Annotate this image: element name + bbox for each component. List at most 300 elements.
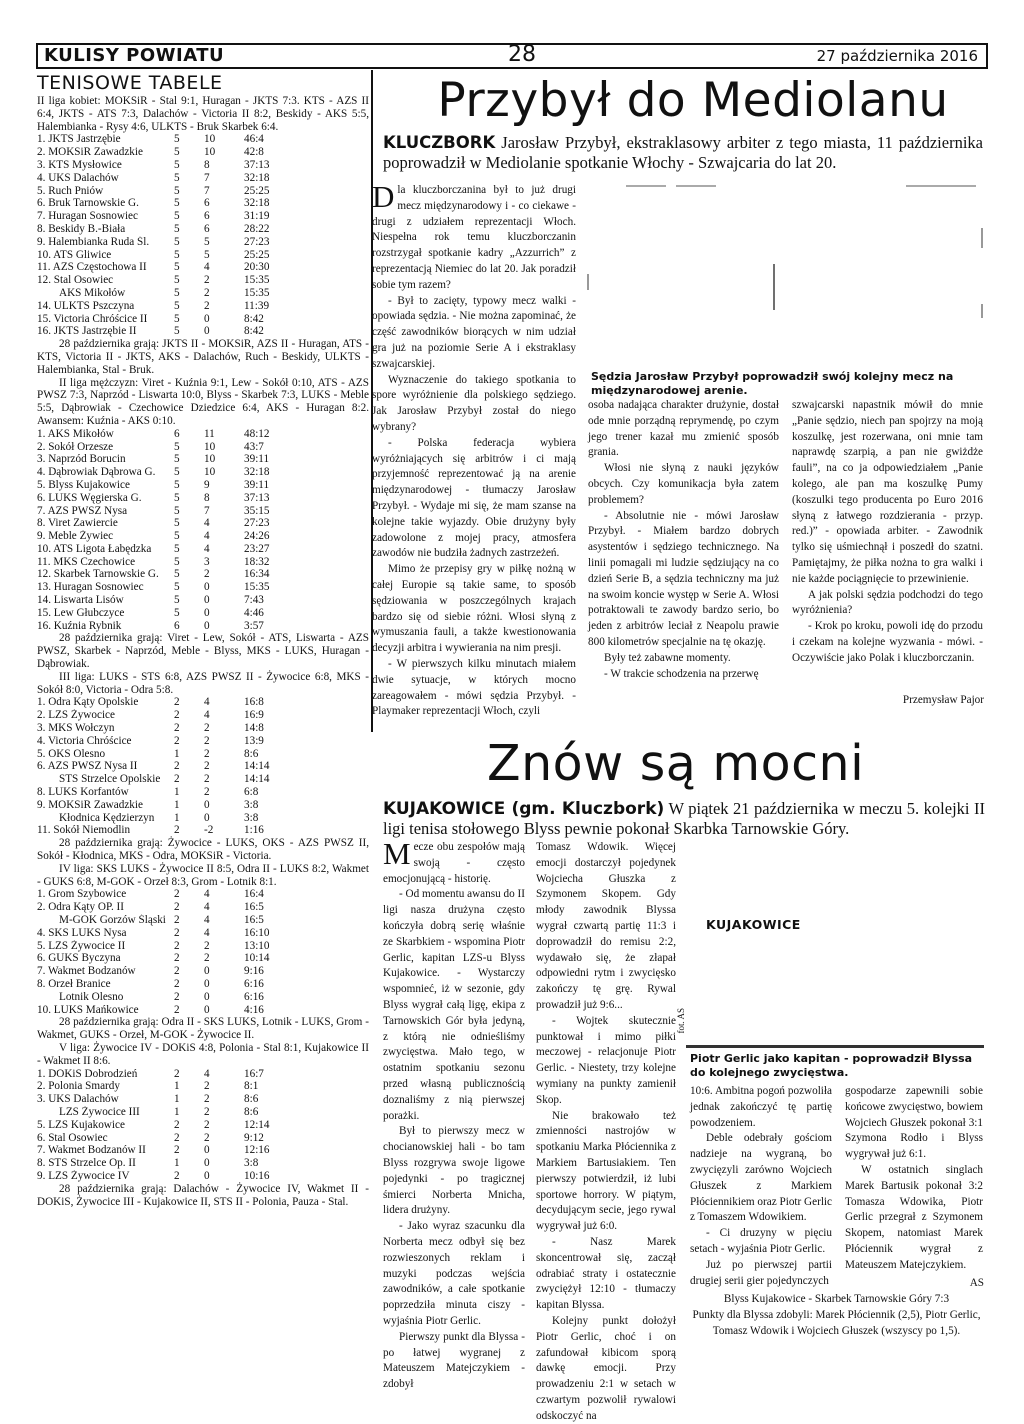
paragraph: Mimo że przepisy gry w piłkę nożną w całej Europie są takie same, to sposób sędziowania w poszczególnych krajach bardzo się od siebie różni. Włosi słyną z wymuszania fauli, a także kwestionowania decyzji arbitra i wywierania na nim presji. xyxy=(372,563,576,655)
matches: 2 xyxy=(174,952,180,965)
matches: 2 xyxy=(174,709,180,722)
league-intro: V liga: Żywocice IV - DOKiS 4:8, Polonia - Stal 8:1, Kujakowice II - Wakmet II 8:6. xyxy=(37,1041,369,1067)
points: 2 xyxy=(204,568,210,581)
team-name: 10. ATS Gliwice xyxy=(37,248,112,261)
article-2-column-4 xyxy=(845,1084,983,1274)
points: 4 xyxy=(204,1067,210,1080)
team-name: 6. GUKS Byczyna xyxy=(37,952,121,965)
matches: 1 xyxy=(174,1080,180,1093)
matches: 6 xyxy=(174,619,180,632)
table-row xyxy=(37,1068,369,1081)
matches: 5 xyxy=(174,555,180,568)
score: 8:42 xyxy=(244,312,264,325)
team-name: 5. OKS Olesno xyxy=(37,747,106,760)
matches: 5 xyxy=(174,210,180,223)
matches: 2 xyxy=(174,990,180,1003)
table-row xyxy=(37,812,369,825)
matches: 1 xyxy=(174,1105,180,1118)
matches: 5 xyxy=(174,504,180,517)
table-row xyxy=(37,441,369,454)
points: 5 xyxy=(204,235,210,248)
table-row xyxy=(37,1144,369,1157)
score: 39:11 xyxy=(244,453,270,466)
matches: 2 xyxy=(174,760,180,773)
author-signature: Przemysław Pajor xyxy=(902,694,984,706)
team-name: 8. Orzeł Branice xyxy=(37,977,111,990)
score: 9:12 xyxy=(244,1131,264,1144)
score: 13:9 xyxy=(244,734,264,747)
team-name: 6. AZS PWSZ Nysa II xyxy=(37,760,138,773)
score: 48:12 xyxy=(244,427,270,440)
matches: 1 xyxy=(174,798,180,811)
matches: 5 xyxy=(174,568,180,581)
score: 15:35 xyxy=(244,274,270,287)
points: 0 xyxy=(204,594,210,607)
lead-text: W piątek 21 października w meczu 5. kolejki II ligi tenisa stołowego Blyss pewnie pokonał Skarbka Tarnowskie Góry. xyxy=(383,799,985,838)
team-name: 4. Victoria Chróścice xyxy=(37,734,132,747)
photo-edge xyxy=(686,1045,984,1048)
team-name: 2. MOKSiR Zawadzkie xyxy=(37,146,143,159)
article-2-column-2 xyxy=(536,840,676,1424)
fixtures-note: 28 października grają: Odra II - SKS LUKS, Lotnik - LUKS, Grom - Wakmet, GUKS - Orzeł, M-GOK - Żywocice II. xyxy=(37,1016,369,1042)
points: 2 xyxy=(204,786,210,799)
points: 0 xyxy=(204,606,210,619)
score: 15:35 xyxy=(244,286,270,299)
matches: 2 xyxy=(174,696,180,709)
points: 10 xyxy=(204,133,216,146)
matches: 5 xyxy=(174,491,180,504)
matches: 5 xyxy=(174,261,180,274)
article-1-headline: Przybył do Mediolanu xyxy=(437,73,949,128)
matches: 5 xyxy=(174,530,180,543)
points: 7 xyxy=(204,171,210,184)
team-name: 9. Meble Żywiec xyxy=(37,530,114,543)
score: 18:32 xyxy=(244,555,270,568)
matches: 2 xyxy=(174,773,180,786)
league-intro: IV liga: SKS LUKS - Żywocice II 8:5, Odra II - LUKS 8:2, Wakmet - GUKS 6:8, M-GOK - Orzeł 8:3, Grom - Lotnik 8:1. xyxy=(37,862,369,888)
score: 16:34 xyxy=(244,568,270,581)
team-name: 3. Naprzód Borucin xyxy=(37,453,126,466)
score: 25:25 xyxy=(244,184,270,197)
points: 0 xyxy=(204,1157,210,1170)
score: 4:16 xyxy=(244,1003,264,1016)
matches: 5 xyxy=(174,594,180,607)
article-1-lead xyxy=(383,133,983,173)
matches: 5 xyxy=(174,146,180,159)
points: 2 xyxy=(204,773,210,786)
matches: 5 xyxy=(174,222,180,235)
matches: 1 xyxy=(174,811,180,824)
table-row xyxy=(37,760,369,773)
standings-table-3 xyxy=(37,696,369,837)
points: 2 xyxy=(204,299,210,312)
score: 16:7 xyxy=(244,1067,264,1080)
table-row xyxy=(37,236,369,249)
points: 2 xyxy=(204,1105,210,1118)
points: 2 xyxy=(204,274,210,287)
team-name: 8. STS Strzelce Op. II xyxy=(37,1157,136,1170)
score: 16:9 xyxy=(244,709,264,722)
points: 0 xyxy=(204,1169,210,1182)
team-name: 15. Lew Głubczyce xyxy=(37,606,125,619)
table-row xyxy=(37,543,369,556)
points: 0 xyxy=(204,811,210,824)
table-row xyxy=(37,991,369,1004)
matches: 5 xyxy=(174,235,180,248)
points: 7 xyxy=(204,184,210,197)
score: 8:6 xyxy=(244,1093,259,1106)
team-name: 7. Wakmet Bodzanów xyxy=(37,965,136,978)
table-row xyxy=(37,479,369,492)
article-2-headline: Znów są mocni xyxy=(487,735,865,792)
points: 9 xyxy=(204,478,210,491)
paragraph: - Nasz Marek skoncentrował się, zaczął odrabiać straty i ostatecznie zwyciężył 12:10 - tłumaczy kapitan Blyssa. xyxy=(536,1235,676,1312)
table-row xyxy=(37,210,369,223)
matches: 5 xyxy=(174,606,180,619)
points: 0 xyxy=(204,325,210,338)
matches: 2 xyxy=(174,734,180,747)
points: 10 xyxy=(204,146,216,159)
league-intro: III liga: LUKS - STS 6:8, AZS PWSZ II - Żywocice 6:8, MKS - Sokół 8:0, Victoria - Odra 5:8. xyxy=(37,670,369,696)
table-row xyxy=(37,133,369,146)
team-name: 7. AZS PWSZ Nysa xyxy=(37,504,128,517)
tennis-tables xyxy=(37,72,369,1208)
score: 14:8 xyxy=(244,722,264,735)
matches: 5 xyxy=(174,517,180,530)
points: 11 xyxy=(204,427,215,440)
team-name: 2. Sokół Orzesze xyxy=(37,440,114,453)
paragraph: Deble odebrały gościom nadzieje na wygraną, bo zwycięzyli zarówno Wojciech Głuszek z Markiem Płóciennikiem oraz Piotr Gerlic z Tomaszem Wdowikiem. xyxy=(690,1132,832,1224)
paragraph: Tomasz Wdowik. Więcej emocji dostarczył pojedynek Wojciecha Głuszka z Szymonem Skopem. Gdy młody zawodnik Blyssa wygrał czwartą partię 11:3 i doprowadził do remisu 2:2, wydawało się, że złapał odpowiedni rytm i zwycięsko zakończy tę grę. Rywal prowadził już 9:6... xyxy=(536,841,676,1011)
points: 4 xyxy=(204,926,210,939)
team-name: 13. Huragan Sosnowiec xyxy=(37,581,144,594)
table-row xyxy=(37,1170,369,1183)
score: 46:4 xyxy=(244,133,264,146)
points: 0 xyxy=(204,965,210,978)
paragraph: Kolejny punkt dołożył Piotr Gerlic, choć i on zafundował kibicom sporą dawkę emocji. Przy prowadzeniu 2:1 w setach w czwartym pozwolił rywalowi odskoczyć na xyxy=(536,1314,676,1422)
matches: 5 xyxy=(174,286,180,299)
table-row xyxy=(37,1093,369,1106)
score: 13:10 xyxy=(244,939,270,952)
score: 16:4 xyxy=(244,888,264,901)
matches: 2 xyxy=(174,1067,180,1080)
table-row xyxy=(37,914,369,927)
table-row xyxy=(37,709,369,722)
matches: 5 xyxy=(174,133,180,146)
matches: 5 xyxy=(174,197,180,210)
points: 4 xyxy=(204,888,210,901)
paragraph: - Jako wyraz szacunku dla Norberta mecz odbył się bez rozwieszonych reklam i muzyki podczas wejścia zawodników, a całe spotkanie poprzedziła minuta ciszy - wyjaśnia Piotr Gerlic. xyxy=(383,1220,525,1327)
team-name: Lotnik Olesno xyxy=(59,990,124,1003)
points: 8 xyxy=(204,491,210,504)
table-row xyxy=(37,735,369,748)
table-row xyxy=(37,505,369,518)
fixtures-note: 28 października grają: JKTS II - MOKSiR, AZS II - Huragan, ATS - KTS, Victoria II - JKTS, AKS - Dalachów, Ruch - Beskidy, ULKTS - Halembianka, Stal - Bruk. xyxy=(37,338,369,376)
table-row xyxy=(37,748,369,761)
matches: 2 xyxy=(174,901,180,914)
table-row xyxy=(37,185,369,198)
matches: 2 xyxy=(174,1003,180,1016)
paragraph: Włosi nie słyną z nauki języków obcych. Czy komunikacja była zatem problemem? xyxy=(588,462,779,506)
team-name: 4. Dąbrowiak Dąbrowa G. xyxy=(37,466,156,479)
team-name: 12. Stal Osowiec xyxy=(37,274,114,287)
table-row xyxy=(37,223,369,236)
points: 4 xyxy=(204,901,210,914)
section-name: KULISY POWIATU xyxy=(44,45,225,66)
team-name: 1. JKTS Jastrzębie xyxy=(37,133,121,146)
matches: 5 xyxy=(174,440,180,453)
table-row xyxy=(37,530,369,543)
team-name: 16. JKTS Jastrzębie II xyxy=(37,325,137,338)
team-name: 10. LUKS Mańkowice xyxy=(37,1003,139,1016)
matches: 2 xyxy=(174,722,180,735)
points: 0 xyxy=(204,977,210,990)
team-name: 5. LZS Kujakowice xyxy=(37,1118,125,1131)
matches: 1 xyxy=(174,786,180,799)
matches: 1 xyxy=(174,1157,180,1170)
score: 16:10 xyxy=(244,926,270,939)
paragraph: - Absolutnie nie - mówi Jarosław Przybył. - Miałem bardzo dobrych asystentów i sędziego technicznego. Na linii pomagali mi ludzie sędziujący na co dzień Serie B, a sędzia techniczny ma już na swoim koncie występ w Serie A. Włosi potraktowali te zawody bardzo serio, bo jeden z arbitrów leciał z Neapolu prawie 800 kilometrów specjalnie na tę okazję. xyxy=(588,509,779,648)
points: 2 xyxy=(204,1093,210,1106)
table-row xyxy=(37,824,369,837)
table-row xyxy=(37,453,369,466)
table-row xyxy=(37,1004,369,1017)
score: 39:11 xyxy=(244,478,270,491)
standings-table-5 xyxy=(37,1068,369,1183)
matches: 2 xyxy=(174,888,180,901)
table-row xyxy=(37,197,369,210)
author-signature: AS xyxy=(969,1277,984,1289)
points: 4 xyxy=(204,914,210,926)
matches: 2 xyxy=(174,824,180,837)
paragraph: Wyznaczenie do takiego spotkania to spore wyróżnienie dla polskiego sędziego. Jak Jarosław Przybył został do niego wybrany? xyxy=(372,373,576,433)
paragraph: Były też zabawne momenty. xyxy=(604,651,731,664)
table-row xyxy=(37,556,369,569)
table-row xyxy=(37,888,369,901)
article-1-column-3 xyxy=(792,398,983,667)
matches: 5 xyxy=(174,274,180,287)
team-name: LZS Żywocice III xyxy=(59,1105,140,1118)
score: 12:16 xyxy=(244,1144,270,1157)
matches: 1 xyxy=(174,747,180,760)
team-name: 8. LUKS Korfantów xyxy=(37,786,129,799)
points: 2 xyxy=(204,1080,210,1093)
team-name: 3. UKS Dalachów xyxy=(37,1093,119,1106)
points: 4 xyxy=(204,261,210,274)
score: 32:18 xyxy=(244,197,270,210)
team-name: 6. LUKS Węgierska G. xyxy=(37,491,142,504)
team-name: 11. MKS Czechowice xyxy=(37,555,136,568)
matches: 5 xyxy=(174,158,180,171)
matches: 2 xyxy=(174,914,180,926)
team-name: 8. Viret Zawiercie xyxy=(37,517,118,530)
points: 0 xyxy=(204,1003,210,1016)
score: 28:22 xyxy=(244,222,270,235)
score: 8:42 xyxy=(244,325,264,338)
points: 2 xyxy=(204,734,210,747)
team-name: 3. MKS Wołczyn xyxy=(37,722,115,735)
team-name: 6. Bruk Tarnowskie G. xyxy=(37,197,139,210)
match-score: Blyss Kujakowice - Skarbek Tarnowskie Góry 7:3 xyxy=(723,1293,950,1305)
points: -2 xyxy=(204,824,214,837)
matches: 5 xyxy=(174,581,180,594)
points: 6 xyxy=(204,210,210,223)
matches: 5 xyxy=(174,542,180,555)
team-name: 6. Stal Osowiec xyxy=(37,1131,108,1144)
table-row xyxy=(37,146,369,159)
matches: 2 xyxy=(174,965,180,978)
table-row xyxy=(37,940,369,953)
match-points: Punkty dla Blyssa zdobyli: Marek Płóciennik (2,5), Piotr Gerlic, Tomasz Wdowik i Wojciech Głuszek (wszyscy po 1,5). xyxy=(692,1308,981,1337)
paragraph: Był to pierwszy mecz w chocianowskiej hali - bo tam Blyss rozgrywa swoje ligowe pojedynki - po tragicznej śmierci Norberta Mnicha, lidera drużyny. xyxy=(383,1125,525,1217)
score: 7:43 xyxy=(244,594,264,607)
tennis-title: TENISOWE TABELE xyxy=(37,72,223,94)
team-name: 1. Grom Szybowice xyxy=(37,888,127,901)
score: 12:14 xyxy=(244,1118,270,1131)
points: 10 xyxy=(204,453,216,466)
score: 6:16 xyxy=(244,990,264,1003)
team-name: M-GOK Gorzów Śląski xyxy=(59,914,166,926)
lead-place: KLUCZBORK xyxy=(383,133,496,152)
score: 10:14 xyxy=(244,952,270,965)
score: 11:39 xyxy=(244,299,270,312)
table-row xyxy=(37,261,369,274)
matches: 2 xyxy=(174,977,180,990)
score: 31:19 xyxy=(244,210,270,223)
table-row xyxy=(37,1119,369,1132)
team-name: 3. KTS Mysłowice xyxy=(37,158,122,171)
table-row xyxy=(37,1080,369,1093)
paragraph: 10:6. Ambitna pogoń pozwoliła jednak zakończyć tę partię powodzeniem. xyxy=(690,1085,832,1129)
matches: 2 xyxy=(174,1118,180,1131)
team-name: Kłodnica Kędzierzyn xyxy=(59,811,155,824)
article-1-column-1 xyxy=(372,179,576,720)
score: 37:13 xyxy=(244,158,270,171)
photo-signage: KUJAKOWICE xyxy=(706,917,801,932)
points: 0 xyxy=(204,990,210,1003)
points: 4 xyxy=(204,530,210,543)
score: 6:16 xyxy=(244,977,264,990)
matches: 5 xyxy=(174,478,180,491)
score: 16:5 xyxy=(244,901,264,914)
photo-caption: Piotr Gerlic jako kapitan - poprowadził Blyssa do kolejnego zwycięstwa. xyxy=(690,1052,973,1079)
table-row xyxy=(37,786,369,799)
points: 0 xyxy=(204,312,210,325)
table-row xyxy=(37,300,369,313)
paragraph: gospodarze zapewnili sobie końcowe zwycięstwo, bowiem Wojciech Głuszek pokonał 3:1 Szymona Rodło i Blyss wygrywał już 6:1. xyxy=(845,1085,983,1161)
drop-cap: D xyxy=(372,179,395,214)
fixtures-note: 28 października grają: Viret - Lew, Sokół - ATS, Liswarta - AZS PWSZ, Skarbek - Naprzód, Meble - Blyss, MKS - LUKS, Huragan - Dąbrowiak. xyxy=(37,632,369,671)
paragraph: la kluczborczanina był to już drugi mecz międzynarodowy i - co ciekawe - drugi z udziałem reprezentacji Włoch. Niespełna rok temu kluczborczanin rozstrzygał spotkanie kadry „Azzurrich” z reprezentacją Niemiec do lat 20. Jak poradził sobie tym razem? xyxy=(372,184,576,291)
team-name: 5. LZS Żywocice II xyxy=(37,939,126,952)
score: 15:35 xyxy=(244,581,270,594)
article-2-column-3 xyxy=(690,1084,832,1289)
table-row xyxy=(37,952,369,965)
paragraph: A jak polski sędzia podchodzi do tego wyróżnienia? xyxy=(792,588,983,617)
team-name: 9. Halembianka Ruda Śl. xyxy=(37,235,150,248)
paragraph: - W trakcie schodzenia na przerwę xyxy=(604,667,759,680)
team-name: 1. DOKiS Dobrodzień xyxy=(37,1067,138,1080)
score: 20:30 xyxy=(244,261,270,274)
points: 4 xyxy=(204,696,210,709)
team-name: 9. MOKSiR Zawadzkie xyxy=(37,798,143,811)
match-result xyxy=(690,1292,983,1339)
score: 32:18 xyxy=(244,171,270,184)
score: 14:14 xyxy=(244,773,270,786)
paragraph: - Wojtek skutecznie punktował i mimo piłki meczowej - relacjonuje Piotr Gerlic. - Niestety, trzy kolejne wymiany na punkty zamienił Skop. xyxy=(536,1014,676,1106)
standings-table-2 xyxy=(37,428,369,633)
points: 4 xyxy=(204,542,210,555)
team-name: 2. Polonia Smardy xyxy=(37,1080,120,1093)
score: 32:18 xyxy=(244,466,270,479)
matches: 2 xyxy=(174,1144,180,1157)
score: 25:25 xyxy=(244,248,270,261)
matches: 5 xyxy=(174,184,180,197)
score: 1:16 xyxy=(244,824,264,837)
points: 4 xyxy=(204,709,210,722)
table-row xyxy=(37,274,369,287)
score: 24:26 xyxy=(244,530,270,543)
team-name: 14. ULKTS Pszczyna xyxy=(37,299,135,312)
points: 3 xyxy=(204,555,210,568)
score: 23:27 xyxy=(244,542,270,555)
fixtures-note: 28 października grają: Żywocice - LUKS, OKS - AZS PWSZ II, Sokół - Kłodnica, MKS - Odra, MOKSiR - Victoria. xyxy=(37,837,369,863)
table-row xyxy=(37,287,369,300)
table-row xyxy=(37,249,369,262)
article-1-column-2 xyxy=(588,398,779,682)
score: 3:8 xyxy=(244,1157,259,1170)
matches: 5 xyxy=(174,248,180,261)
team-name: 4. SKS LUKS Nysa xyxy=(37,926,127,939)
page-number: 28 xyxy=(508,42,536,67)
score: 9:16 xyxy=(244,965,264,978)
matches: 2 xyxy=(174,939,180,952)
team-name: AKS Mikołów xyxy=(59,286,126,299)
paragraph: szwajcarski napastnik mówił do mnie „Panie sędzio, niech pan spojrzy na moją koszulkę, jest rozerwana, oni mnie tam naprawdę szarpią, a pan nie gwiżdże fauli”, na co ja odpowiedziałem „Panie kolego, ale pan ma koszulkę Pumy (koszulki tego producenta po Euro 2016 słyną z łatwego rozdzierania - przyp. red.)” - opowiada arbiter. - Zawodnik tylko się uśmiechnął i poszedł do szatni. Pamiętajmy, że piłka nożna to gra walki i nie każde pociągnięcie to przewinienie. xyxy=(792,399,983,585)
article-2-lead xyxy=(383,799,985,839)
score: 8:6 xyxy=(244,1105,259,1118)
score: 16:5 xyxy=(244,914,264,926)
points: 0 xyxy=(204,581,210,594)
team-name: 5. Blyss Kujakowice xyxy=(37,478,130,491)
team-name: 11. Sokół Niemodlin xyxy=(37,824,131,837)
table-row xyxy=(37,594,369,607)
lead-text: Jarosław Przybył, ekstraklasowy arbiter z tego miasta, 11 października poprowadził w Mediolanie spotkanie Włochy - Szwajcaria do lat 20. xyxy=(383,133,983,172)
paragraph: W ostatnich singlach Marek Bartusik pokonał 3:2 Tomasza Wdowika, Piotr Gerlic przegrał z Szymonem Skopem, natomiast Marek Płóciennik wygrał z Mateuszem Matejczykiem. xyxy=(845,1163,983,1271)
team-name: 7. Huragan Sosnowiec xyxy=(37,210,138,223)
matches: 2 xyxy=(174,1131,180,1144)
score: 43:7 xyxy=(244,440,264,453)
points: 2 xyxy=(204,1118,210,1131)
table-row xyxy=(37,722,369,735)
team-name: 4. UKS Dalachów xyxy=(37,171,119,184)
points: 7 xyxy=(204,504,210,517)
table-row xyxy=(37,799,369,812)
matches: 5 xyxy=(174,171,180,184)
team-name: 9. LZS Żywocice IV xyxy=(37,1169,130,1182)
matches: 5 xyxy=(174,325,180,338)
paragraph: - Polska federacja wybiera wyróżniających się arbitrów i ci mają przyjemność reprezentować ją na arenie międzynarodowej - tłumaczy Jarosław Przybył. - Wydaje mi się, że mam szanse na kolejne takie wyjazdy. Obie drużyny były zadowolone z mojej pracy, atmosfera zawodów nie budziła żadnych zastrzeżeń. xyxy=(372,436,576,560)
points: 6 xyxy=(204,222,210,235)
team-name: 14. Liswarta Lisów xyxy=(37,594,124,607)
table-row xyxy=(37,927,369,940)
referee-photo xyxy=(586,184,984,370)
score: 6:8 xyxy=(244,786,259,799)
points: 4 xyxy=(204,517,210,530)
points: 2 xyxy=(204,760,210,773)
matches: 1 xyxy=(174,1093,180,1106)
team-name: 1. AKS Mikołów xyxy=(37,427,114,440)
